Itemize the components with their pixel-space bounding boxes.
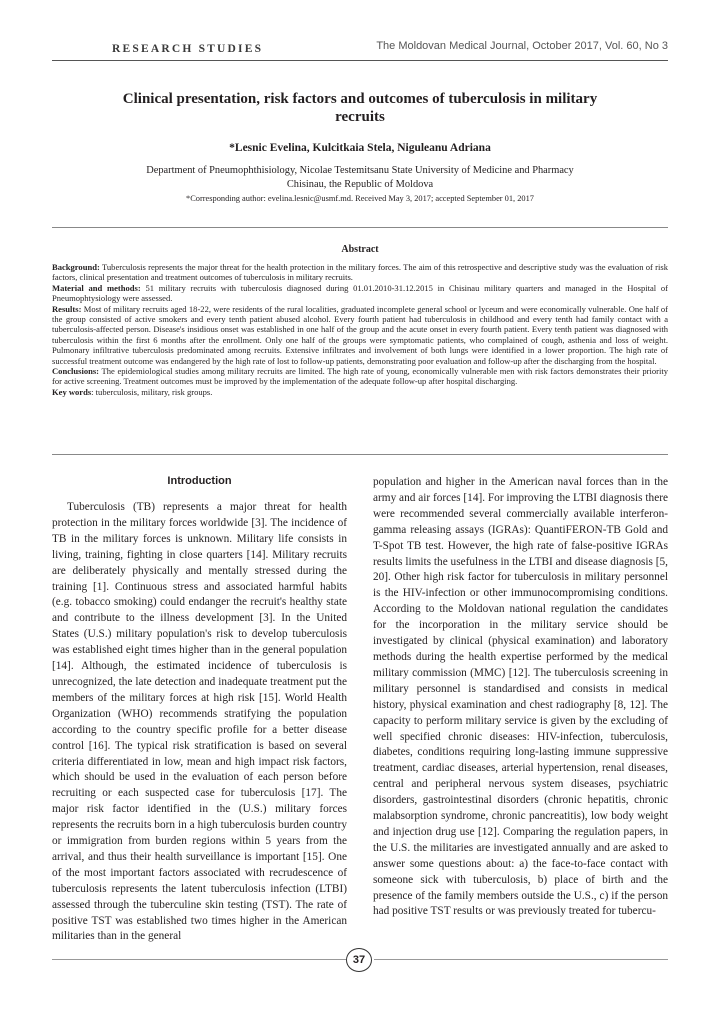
page-number: 37 [346, 948, 372, 972]
affiliation-line-1: Department of Pneumophthisiology, Nicolae Testemitsanu State University of Medicine and Pharmacy [146, 165, 574, 176]
section-header: RESEARCH STUDIES [112, 43, 264, 55]
abstract-heading: Abstract [341, 244, 379, 255]
keywords-text: : tuberculosis, military, risk groups. [91, 386, 213, 397]
results-text: Most of military recruits aged 18-22, were residents of the rural localities, graduated incomplete general school or lyceum and were economically vulnerable. One half of the group consisted of active smokers and every tenth patient abused alcohol. Every fourth patient had tuberculosis in childhood and every tenth had family contact with a tuberculosis-affected person. Disease's insidious onset was established in one half of the group and the acute onset in every fourth patient. Every tenth patient was diagnosed with tuberculosis within the first 6 months after the enrollment. Only one half of the groups were symptomatic patients, who complained of cough, asthenia and loss of weight. Pulmonary infiltrative tuberculosis predominated among recruits. Extensive infiltrates and involvement of both lungs were identified in a lower proportion. The high rate of successful treatment outcome was endangered by the high rate of lost to follow-up patients, demonstrating poor evaluation and follow-up after the discharging from the hospital. [52, 303, 668, 366]
right-column [373, 475, 668, 920]
abstract-keywords [52, 387, 668, 397]
footer-divider-right [374, 959, 668, 960]
abstract-conclusions [52, 366, 668, 387]
abstract-methods [52, 283, 668, 304]
affiliation [52, 164, 668, 192]
abstract-bottom-divider [52, 454, 668, 455]
journal-citation: The Moldovan Medical Journal, October 2017, Vol. 60, No 3 [376, 40, 668, 52]
keywords-label: Key words [52, 386, 92, 397]
introduction-paragraph-left: Tuberculosis (TB) represents a major threat for health protection in the military forces worldwide [3]. The incidence of TB in the military forces is unknown. Military life consists in living, training, fighting in close quarters [14]. Military recruits are deliberately physically and mentally stressed during the training [1]. Continuous stress and associated harmful habits (e.g. tobacco smoking) could endanger the recruit's healthy state and contribute to the illness development [3]. In the United States (U.S.) military population's risk to develop tuberculosis was established eight times higher than in the general population [14]. Although, the estimated incidence of tuberculosis is unrecognized, the late detection and inadequate treatment put the members of the military forces at high risk [15]. World Health Organization (WHO) recommends stratifying the population according to the country specific profile for a better disease control [16]. The typical risk stratification is based on several criteria differentiated in low, mean and high impact risk factors, which should be used in the evaluation of each person before recruiting or each suspected case for tuberculosis [17]. The major risk factor identified in the (U.S.) military forces represents the recruits born in a high tuberculosis burden country or immigration from burden regions within 5 years from the arrival, and thus their health surveillance is important [15]. One of the most important factors associated with recrudescence of tuberculosis represents the latent tuberculosis infection (LTBI) assessed through the tuberculine skin testing (TST). The rate of positive TST was established two times higher in the American militaries than in the general [52, 501, 347, 943]
affiliation-line-2: Chisinau, the Republic of Moldova [286, 179, 434, 190]
corresponding-author: *Corresponding author: evelina.lesnic@usmf.md. Received May 3, 2017; accepted September 01, 2017 [186, 194, 534, 203]
left-column [52, 475, 347, 945]
introduction-heading: Introduction [167, 475, 232, 487]
background-text: Tuberculosis represents the major threat for the health protection in the military forces. The aim of this retrospective and descriptive study was the evaluation of risk factors, clinical presentation and treatment outcomes of tuberculosis in military recruits. [52, 262, 669, 283]
abstract-body [52, 262, 668, 397]
background-label: Background: [52, 262, 100, 272]
conclusions-text: The epidemiological studies among military recruits are limited. The high rate of young, economically vulnerable men with risk factors demonstrates their priority for active screening. Treatment outcomes must be improved by the implementation of the adequate follow-up after hospital discharging. [52, 366, 668, 387]
methods-label: Material and methods: [52, 282, 141, 293]
methods-text: 51 military recruits with tuberculosis diagnosed during 01.01.2010-31.12.2015 in Chisinau military quarters and managed in the Hospital of Pneumophtysiology were assessed. [52, 282, 669, 304]
abstract-results [52, 304, 668, 366]
header-divider [52, 60, 668, 61]
author-list: *Lesnic Evelina, Kulcitkaia Stela, Niguleanu Adriana [229, 142, 491, 154]
abstract-top-divider [52, 227, 668, 228]
abstract-background [52, 262, 668, 283]
introduction-paragraph-right: population and higher in the American naval forces than in the army and air forces [14]. For improving the LTBI diagnosis there were recommended several commercially available interferon-gamma releasing assays (IGRAs): QuantiFERON-TB Gold and T-Spot TB test. However, the high rate of false-positive IGRAs results limits the usefulness in the LTBI and disease diagnosis [5, 20]. Other high risk factor for tuberculosis in military personnel is the HIV-infection or other immunocompromising conditions. According to the Moldovan national regulation the candidates for the incorporation in the military service should be investigated by clinical (physical examination) and laboratory methods during the health expertise performed by the medical military commission (MMC) [12]. The tuberculosis screening in military personnel is standardised and consists in medical history, physical examination and chest radiography [8, 12]. The capacity to perform military service is given by the excluding of well specified chronic diseases: HIV-infection, tuberculosis, diabetes, conditions requiring long-lasting immune suppressive treatment, cardiac diseases, arterial hypertension, renal diseases, central and peripheral nervous system diseases, psychiatric disorders, gastrointestinal disorders (chronic hepatitis, chronic malabsorption syndrome, chronic pancreatitis), low body weight and injection drug use [12]. Comparing the regulation papers, in the U.S. the militaries are investigated annually and are asked to answer some questions about: a) the face-to-face contact with someone sick with tuberculosis, b) place of birth and the presence of the family members outside the U.S., c) if the person had positive TST results or was previously treated for tubercu- [373, 476, 668, 918]
article-title: Clinical presentation, risk factors and outcomes of tuberculosis in military recruits [122, 91, 598, 125]
conclusions-label: Conclusions: [52, 366, 100, 377]
footer-divider-left [52, 959, 346, 960]
results-label: Results: [52, 303, 82, 314]
